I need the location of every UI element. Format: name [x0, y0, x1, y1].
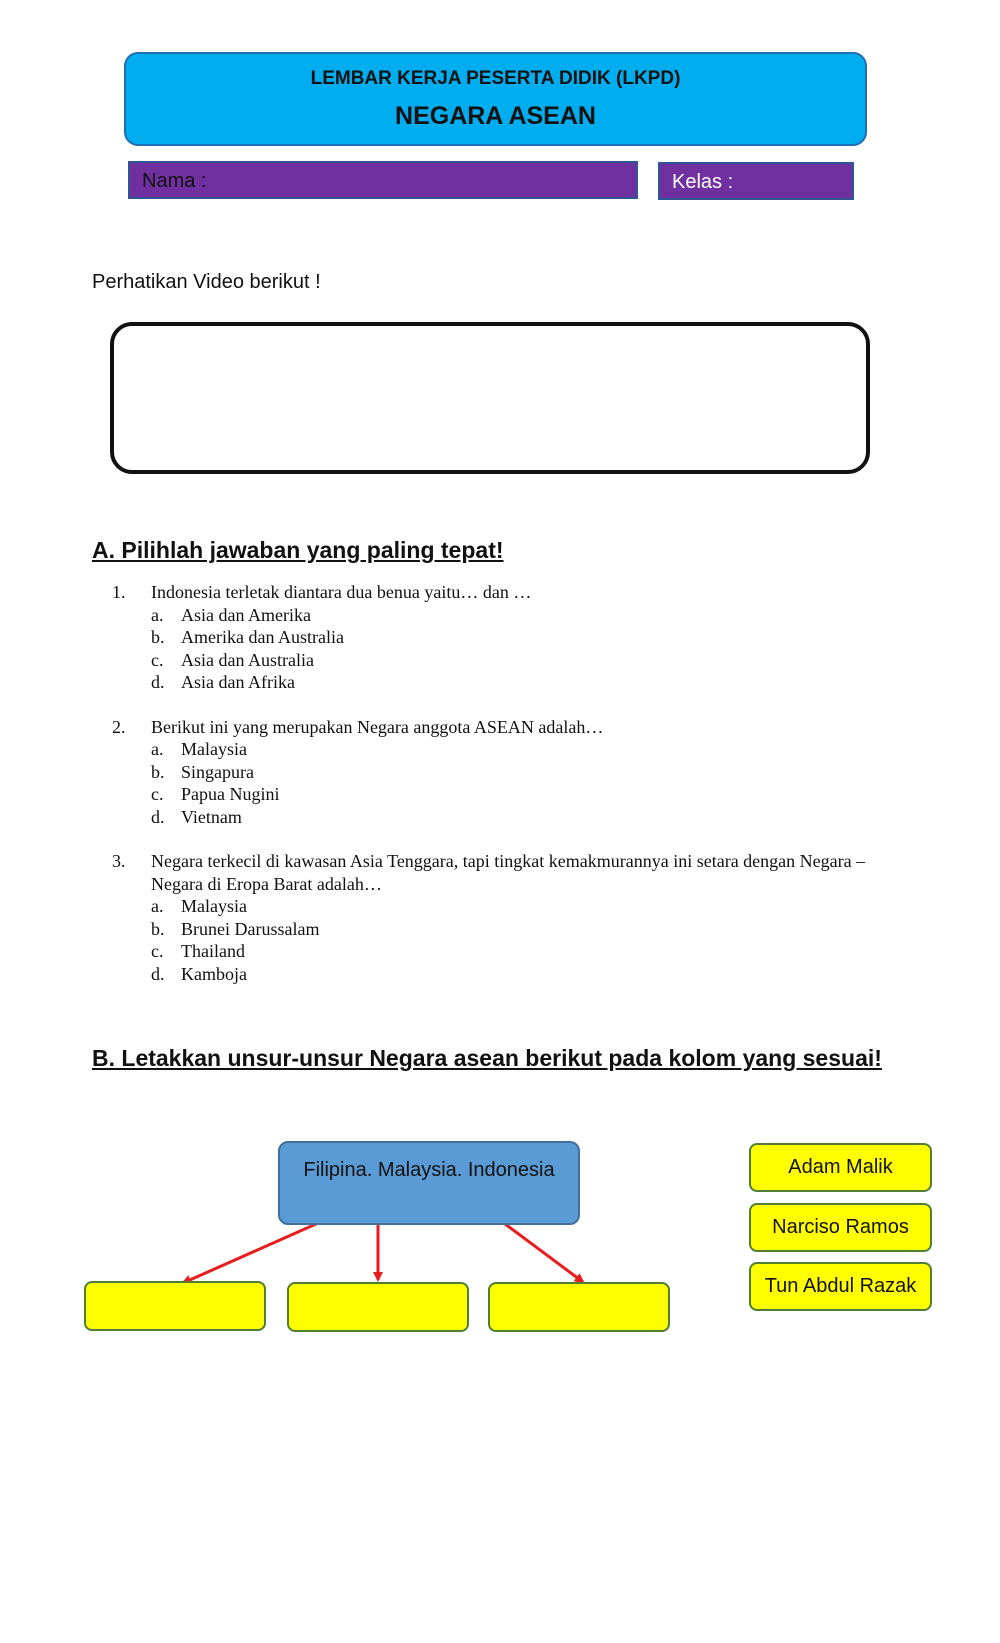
option[interactable]	[151, 806, 872, 829]
option[interactable]	[151, 895, 872, 918]
option-letter: c.	[151, 649, 164, 670]
drop-zone-3[interactable]	[488, 1282, 670, 1332]
worksheet-header	[124, 52, 867, 146]
draggable-chip-narciso-ramos[interactable]: Narciso Ramos	[749, 1203, 932, 1252]
option[interactable]	[151, 626, 872, 649]
video-player[interactable]	[110, 322, 870, 474]
option[interactable]	[151, 649, 872, 672]
section-a-title: A. Pilihlah jawaban yang paling tepat!	[92, 537, 504, 563]
option[interactable]	[151, 940, 872, 963]
option[interactable]	[151, 783, 872, 806]
nama-field[interactable]: Nama :	[128, 161, 638, 199]
option-text: Kamboja	[181, 963, 247, 984]
option[interactable]	[151, 604, 872, 627]
header-title: NEGARA ASEAN	[395, 102, 596, 130]
option[interactable]	[151, 671, 872, 694]
option[interactable]	[151, 963, 872, 986]
question-number: 3.	[112, 851, 126, 871]
option-text: Vietnam	[181, 806, 242, 827]
option-letter: a.	[151, 896, 164, 916]
option-text: Brunei Darussalam	[181, 918, 320, 939]
option-text: Malaysia	[181, 739, 247, 759]
drop-zone-1[interactable]	[84, 1281, 266, 1331]
option-text: Thailand	[181, 941, 245, 961]
option-letter: c.	[151, 941, 164, 961]
option[interactable]	[151, 738, 872, 761]
question-text: Berikut ini yang merupakan Negara anggota ASEAN adalah…	[151, 716, 604, 737]
draggable-chip-adam-malik[interactable]: Adam Malik	[749, 1143, 932, 1192]
option-text: Asia dan Afrika	[181, 672, 295, 692]
question-number: 1.	[112, 582, 126, 602]
option-letter: d.	[151, 672, 165, 692]
kelas-field[interactable]: Kelas :	[658, 162, 854, 200]
draggable-chip-tun-abdul-razak[interactable]: Tun Abdul Razak	[749, 1262, 932, 1311]
option-text: Asia dan Australia	[181, 649, 314, 670]
question-number: 2.	[112, 716, 126, 737]
option-text: Asia dan Amerika	[181, 604, 311, 625]
video-instruction: Perhatikan Video berikut !	[92, 271, 321, 293]
option-letter: b.	[151, 918, 165, 939]
option-text: Malaysia	[181, 896, 247, 916]
option-letter: b.	[151, 761, 165, 782]
question-2	[112, 716, 872, 829]
option-letter: b.	[151, 627, 165, 647]
option-letter: d.	[151, 806, 165, 827]
question-list	[112, 581, 872, 1007]
option[interactable]	[151, 918, 872, 941]
option-text: Amerika dan Australia	[181, 627, 344, 647]
option[interactable]	[151, 761, 872, 784]
option-letter: a.	[151, 604, 164, 625]
option-letter: c.	[151, 784, 164, 804]
question-text: Negara terkecil di kawasan Asia Tenggara, tapi tingkat kemakmurannya ini setara dengan Negara – Negara di Eropa Barat adalah…	[151, 851, 866, 894]
option-text: Singapura	[181, 761, 254, 782]
question-3	[112, 850, 872, 985]
option-text: Papua Nugini	[181, 784, 280, 804]
section-b-title: B. Letakkan unsur-unsur Negara asean berikut pada kolom yang sesuai!	[92, 1045, 882, 1071]
option-letter: d.	[151, 963, 165, 984]
option-letter: a.	[151, 739, 164, 759]
drop-zone-2[interactable]	[287, 1282, 469, 1332]
country-source-box: Filipina. Malaysia. Indonesia	[278, 1141, 580, 1225]
header-subtitle: LEMBAR KERJA PESERTA DIDIK (LKPD)	[310, 68, 681, 89]
question-text: Indonesia terletak diantara dua benua yaitu… dan …	[151, 582, 532, 602]
question-1	[112, 581, 872, 694]
